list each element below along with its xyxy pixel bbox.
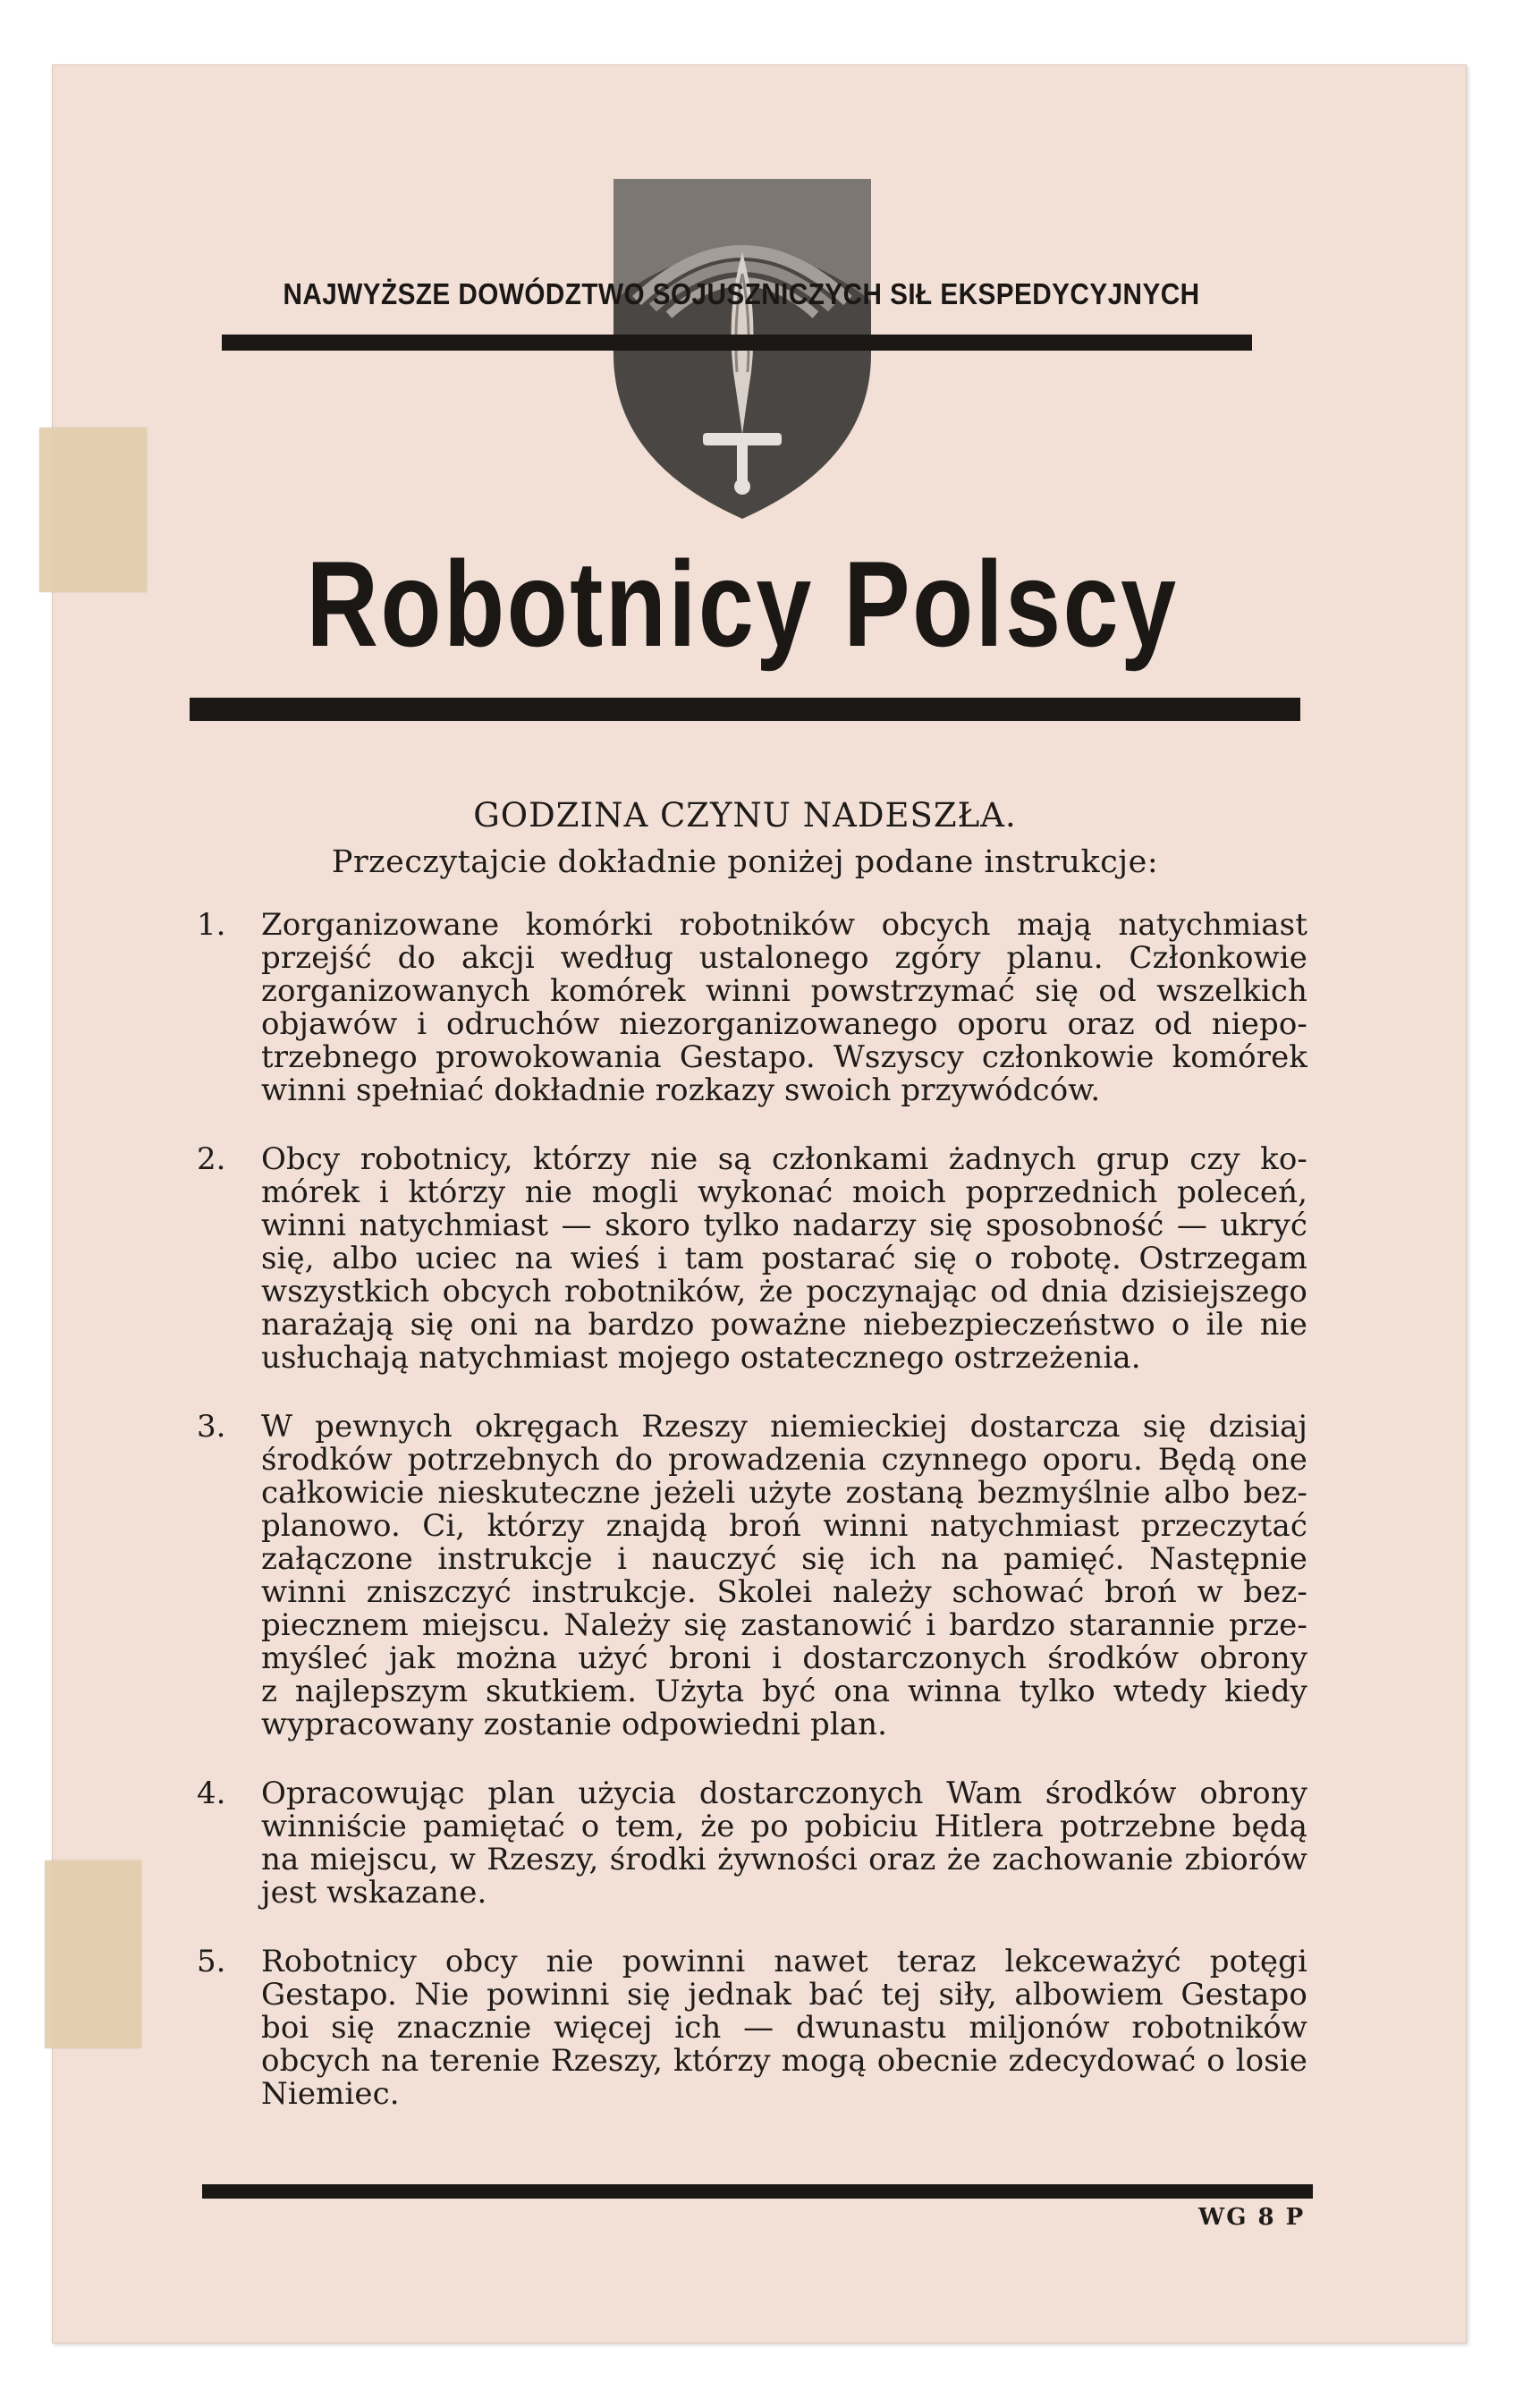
instruction-intro: Przeczytajcie dokładnie poniżej podane instrukcje:: [331, 844, 1159, 880]
page-title: Robotnicy Polscy: [306, 536, 1179, 672]
instruction-line: narażają się oni na bardzo poważne niebezpieczeństwo o ile nie: [261, 1307, 1307, 1343]
instruction-line: W pewnych okręgach Rzeszy niemieckiej dostarcza się dzisiaj: [261, 1409, 1307, 1445]
instruction-line: planowo. Ci, którzy znajdą broń winni natychmiast przeczytać: [261, 1508, 1307, 1544]
title-rule: [190, 698, 1300, 721]
instruction-line: Gestapo. Nie powinni się jednak bać tej siły, albowiem Gestapo: [261, 1977, 1307, 2013]
instruction-line: wypracowany zostanie odpowiedni plan.: [261, 1707, 888, 1742]
instruction-text: [261, 1143, 1307, 1375]
instruction-line: Opracowując plan użycia dostarczonych Wam środków obrony: [261, 1776, 1307, 1811]
instruction-text: [261, 1411, 1307, 1742]
instruction-line: jest wskazane.: [261, 1875, 487, 1911]
adhesive-tape-lower: [45, 1860, 141, 2048]
instruction-item: [190, 1777, 1307, 1910]
instruction-number: 1.: [197, 907, 226, 943]
instruction-line: myśleć jak można użyć broni i dostarczonych środków obrony: [261, 1640, 1307, 1676]
instruction-line: obcych na terenie Rzeszy, którzy mogą obecnie zdecydować o losie: [261, 2043, 1307, 2079]
instruction-line: trzebnego prowokowania Gestapo. Wszyscy członkowie komórek: [261, 1039, 1307, 1075]
leaflet-code: WG 8 P: [1198, 2204, 1306, 2231]
adhesive-tape-upper: [39, 428, 147, 592]
instruction-line: środków potrzebnych do prowadzenia czynnego oporu. Będą one: [261, 1442, 1307, 1478]
instruction-line: piecznem miejscu. Należy się zastanowić i bardzo starannie prze-: [261, 1607, 1307, 1643]
instruction-text: [261, 1945, 1307, 2111]
instruction-number: 4.: [197, 1776, 226, 1811]
header-rule: [222, 335, 1252, 351]
sword-crossguard: [703, 433, 782, 445]
instruction-line: Robotnicy obcy nie powinni nawet teraz lekceważyć potęgi: [261, 1944, 1307, 1979]
instruction-line: załączone instrukcje i nauczyć się ich na pamięć. Następnie: [261, 1541, 1307, 1577]
instruction-line: boi się znacznie więcej ich — dwunastu miljonów robotników: [261, 2010, 1307, 2046]
instruction-line: z najlepszym skutkiem. Użyta być ona winna tylko wtedy kiedy: [261, 1674, 1307, 1709]
instruction-number: 5.: [197, 1944, 226, 1979]
instruction-line: Zorganizowane komórki robotników obcych mają natychmiast: [261, 907, 1307, 943]
instruction-line: winniście pamiętać o tem, że po pobiciu Hitlera potrzebne będą: [261, 1809, 1307, 1844]
instruction-text: [261, 909, 1307, 1107]
instruction-item: [190, 909, 1307, 1107]
instruction-line: Niemiec.: [261, 2076, 400, 2112]
instruction-line: Obcy robotnicy, którzy nie są członkami żadnych grup czy ko-: [261, 1141, 1307, 1177]
sword-pommel: [734, 479, 750, 495]
instruction-line: winni zniszczyć instrukcje. Skolei należy schować broń w bez-: [261, 1574, 1307, 1610]
command-header: NAJWYŻSZE DOWÓDZTWO SOJUSZNICZYCH SIŁ EKSPEDYCYJNYCH: [283, 277, 1200, 310]
instruction-item: [190, 1945, 1307, 2111]
instruction-number: 3.: [197, 1409, 226, 1445]
instruction-line: usłuchają natychmiast mojego ostatecznego ostrzeżenia.: [261, 1340, 1141, 1376]
instruction-number: 2.: [197, 1141, 226, 1177]
announcement-heading: GODZINA CZYNU NADESZŁA.: [473, 796, 1017, 835]
instruction-text: [261, 1777, 1307, 1910]
instruction-line: przejść do akcji według ustalonego zgóry planu. Członkowie: [261, 940, 1307, 976]
instruction-line: wszystkich obcych robotników, że poczynając od dnia dzisiejszego: [261, 1274, 1307, 1309]
instruction-line: na miejscu, w Rzeszy, środki żywności oraz że zachowanie zbiorów: [261, 1842, 1307, 1877]
instruction-line: zorganizowanych komórek winni powstrzymać się od wszelkich: [261, 973, 1307, 1009]
instruction-item: [190, 1411, 1307, 1742]
instruction-line: całkowicie nieskuteczne jeżeli użyte zostaną bezmyślnie albo bez-: [261, 1475, 1307, 1511]
instruction-line: się, albo uciec na wieś i tam postarać się o robotę. Ostrzegam: [261, 1241, 1307, 1276]
sword-hilt: [737, 445, 748, 481]
instruction-item: [190, 1143, 1307, 1375]
instruction-line: mórek i którzy nie mogli wykonać moich poprzednich poleceń,: [261, 1174, 1307, 1210]
instruction-list: [190, 909, 1307, 2147]
instruction-line: objawów i odruchów niezorganizowanego oporu oraz od niepo-: [261, 1006, 1307, 1042]
footer-rule: [202, 2184, 1313, 2199]
instruction-line: winni spełniać dokładnie rozkazy swoich przywódców.: [261, 1072, 1101, 1108]
instruction-line: winni natychmiast — skoro tylko nadarzy się sposobność — ukryć: [261, 1208, 1307, 1243]
